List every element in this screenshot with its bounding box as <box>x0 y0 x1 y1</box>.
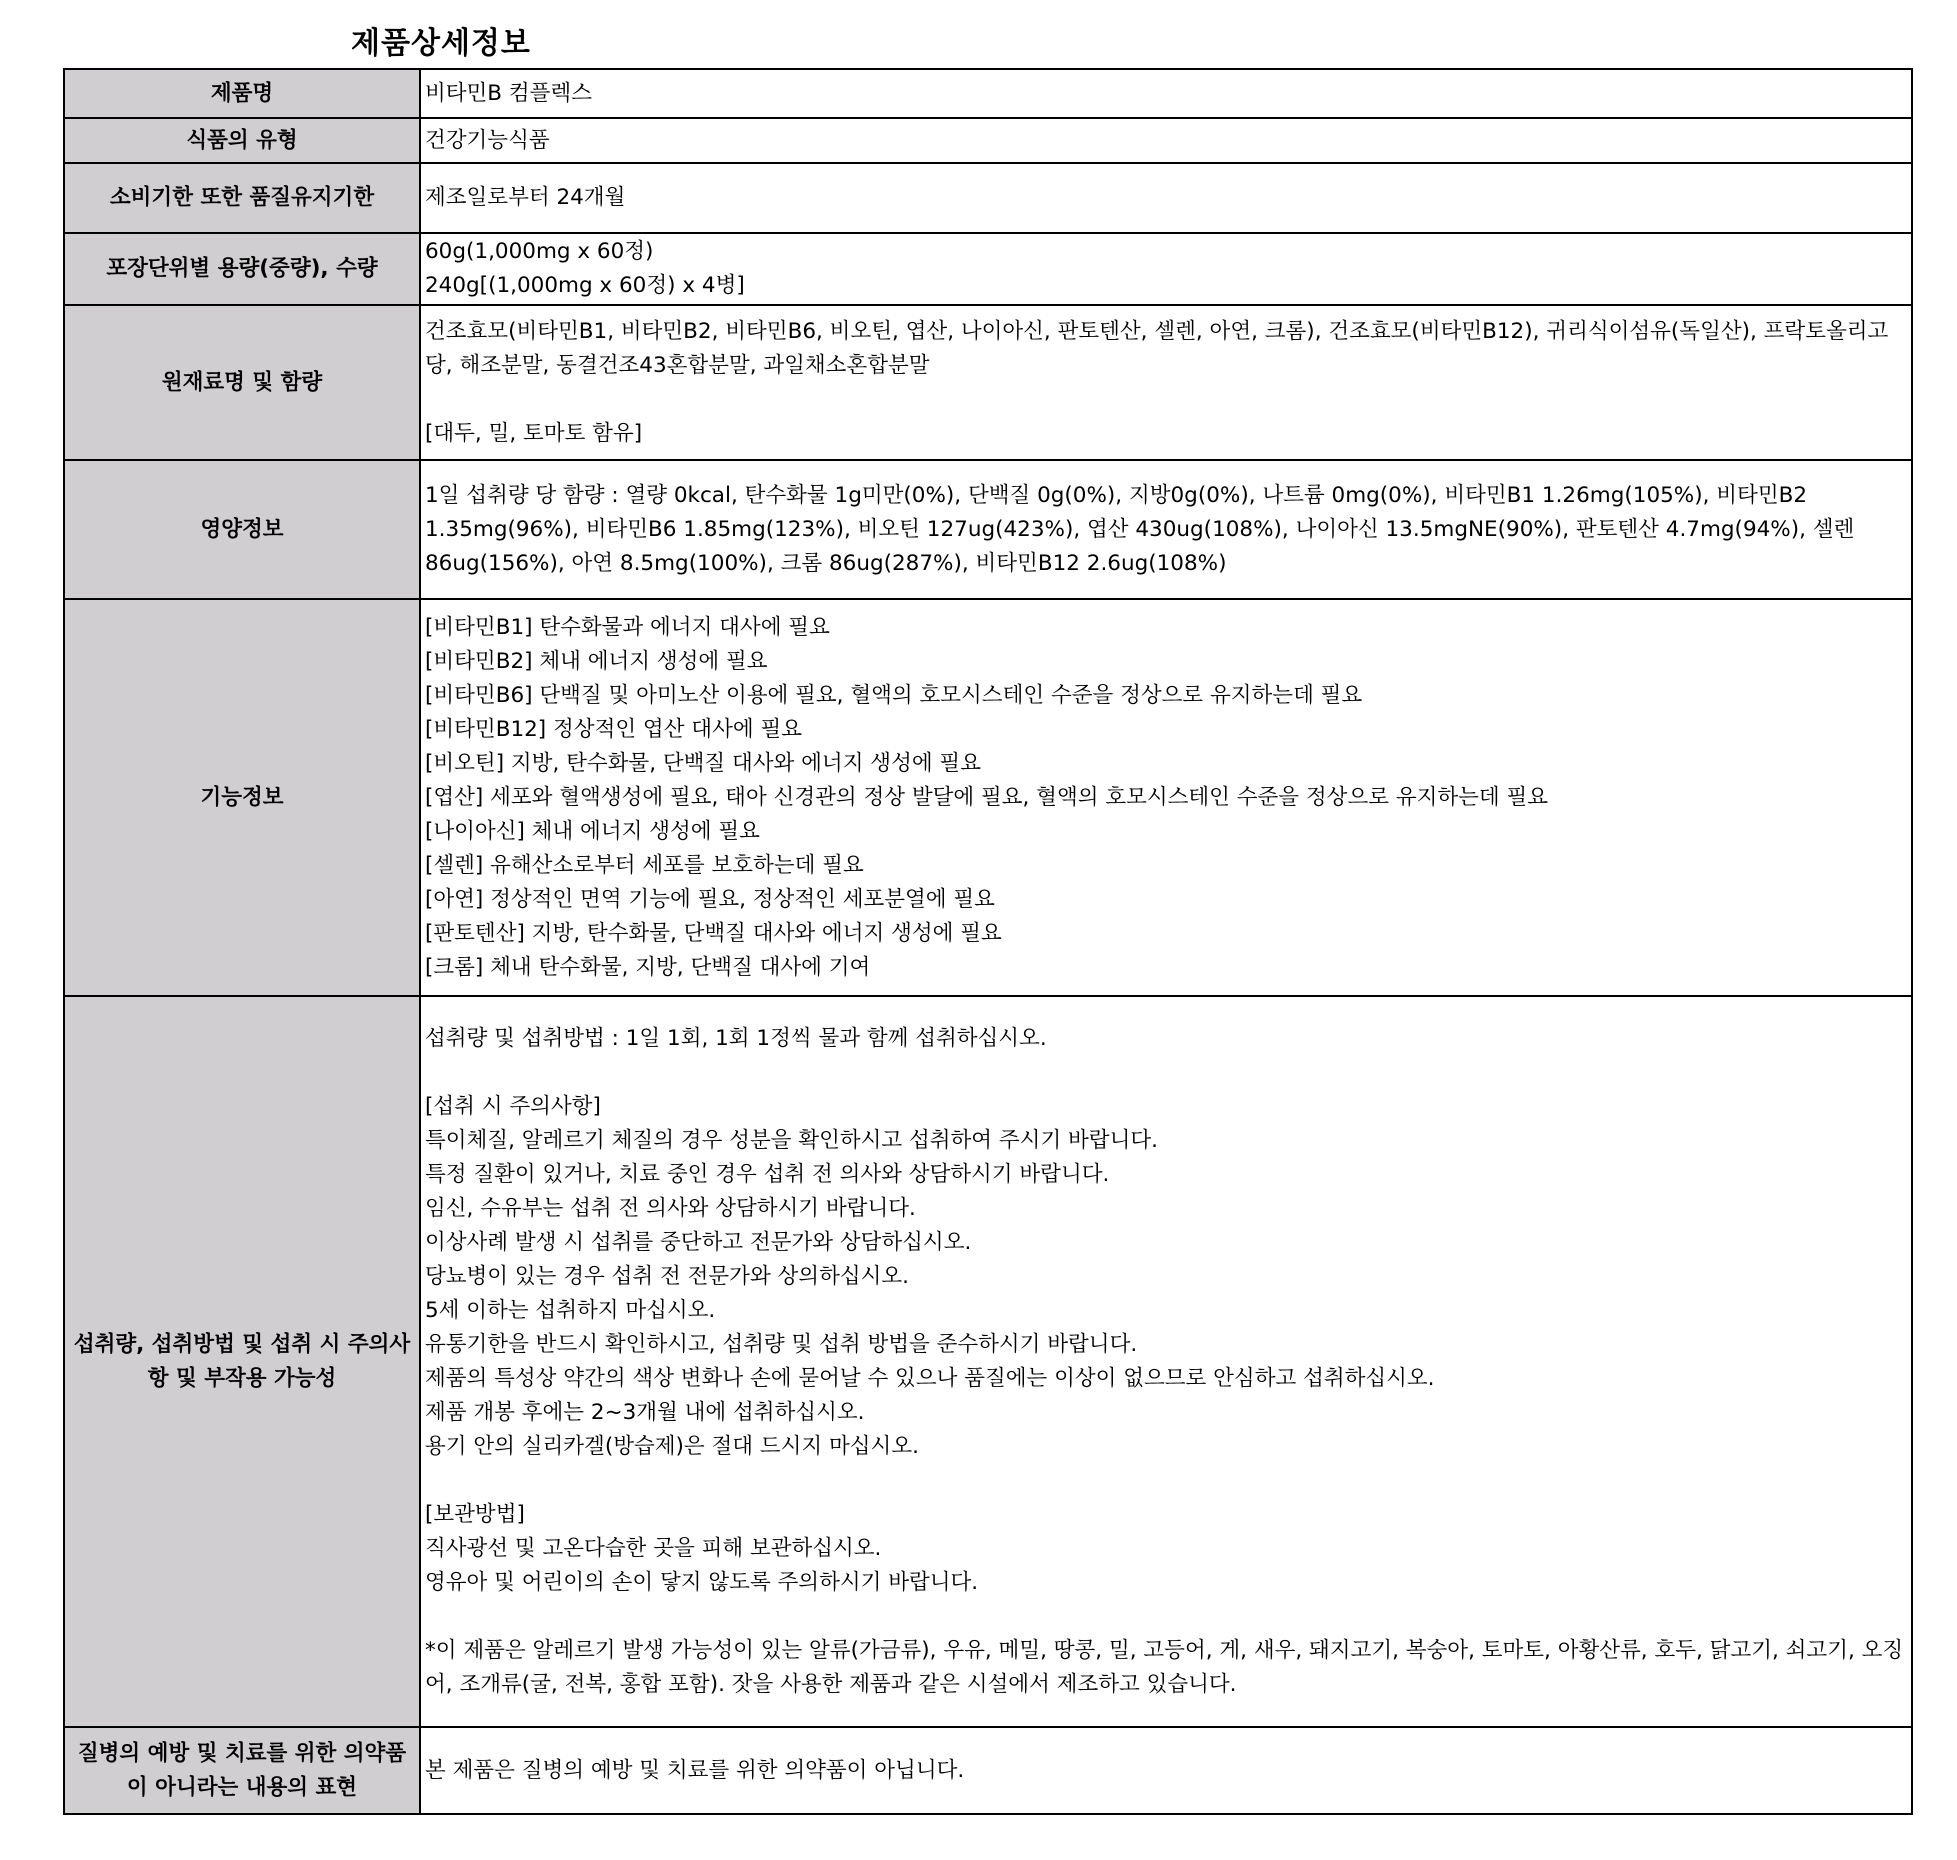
table-row <box>64 163 1912 233</box>
row-label-food-type: 식품의 유형 <box>64 118 420 163</box>
table-row <box>64 69 1912 118</box>
value-line: 특이체질, 알레르기 체질의 경우 성분을 확인하시고 섭취하여 주시기 바랍니다. <box>425 1127 1158 1153</box>
value-line: 본 제품은 질병의 예방 및 치료를 위한 의약품이 아닙니다. <box>425 1757 965 1783</box>
value-line: [비오틴] 지방, 탄수화물, 단백질 대사와 에너지 생성에 필요 <box>425 750 981 776</box>
value-line: 용기 안의 실리카겔(방습제)은 절대 드시지 마십시오. <box>425 1433 919 1459</box>
value-line: [보관방법] <box>425 1501 525 1527</box>
row-value-nutrition <box>420 460 1912 599</box>
row-label-ingredients: 원재료명 및 함량 <box>64 305 420 460</box>
row-label-nutrition: 영양정보 <box>64 460 420 599</box>
row-value-expiry <box>420 163 1912 233</box>
row-value-food-type <box>420 118 1912 163</box>
value-line: 영유아 및 어린이의 손이 닿지 않도록 주의하시기 바랍니다. <box>425 1569 979 1595</box>
value-line: [셀렌] 유해산소로부터 세포를 보호하는데 필요 <box>425 852 864 878</box>
value-line: [섭취 시 주의사항] <box>425 1093 601 1119</box>
row-value-function <box>420 599 1912 996</box>
value-line: 60g(1,000mg x 60정) <box>425 239 654 264</box>
value-line: 직사광선 및 고온다습한 곳을 피해 보관하십시오. <box>425 1535 882 1561</box>
value-line: 임신, 수유부는 섭취 전 의사와 상담하시기 바랍니다. <box>425 1195 916 1221</box>
value-line: [비타민B12] 정상적인 엽산 대사에 필요 <box>425 716 802 742</box>
blank-line <box>425 1056 1907 1090</box>
row-value-package-quantity <box>420 233 1912 305</box>
value-line: 제품 개봉 후에는 2~3개월 내에 섭취하십시오. <box>425 1399 865 1425</box>
row-label-product-name: 제품명 <box>64 69 420 118</box>
row-value-not-medicine <box>420 1727 1912 1814</box>
value-line: 건강기능식품 <box>425 127 550 153</box>
value-line: [나이아신] 체내 에너지 생성에 필요 <box>425 818 760 844</box>
page-title: 제품상세정보 <box>351 26 531 61</box>
row-label-package-quantity: 포장단위별 용량(중량), 수량 <box>64 233 420 305</box>
value-line: 특정 질환이 있거나, 치료 중인 경우 섭취 전 의사와 상담하시기 바랍니다. <box>425 1161 1110 1187</box>
row-label-function: 기능정보 <box>64 599 420 996</box>
value-line: 당뇨병이 있는 경우 섭취 전 전문가와 상의하십시오. <box>425 1263 909 1289</box>
table-row <box>64 996 1912 1727</box>
value-line: [엽산] 세포와 혈액생성에 필요, 태아 신경관의 정상 발달에 필요, 혈액의 호모시스테인 수준을 정상으로 유지하는데 필요 <box>425 784 1549 810</box>
value-line: [비타민B2] 체내 에너지 생성에 필요 <box>425 648 768 674</box>
blank-line <box>425 1600 1907 1634</box>
blank-line <box>425 383 1907 417</box>
value-line: 1일 섭취량 당 함량 : 열량 0kcal, 탄수화물 1g미만(0%), 단백질 0g(0%), 지방0g(0%), 나트륨 0mg(0%), 비타민B1 1.26mg(105%), 비타민B2 1.35mg(96%), 비타민B6 1.85mg(123%), 비오틴 127ug(423%), 엽산 430ug(108%), 나이아신 13.5mgNE(90%), 판토텐산 4.7mg(94%), 셀렌 86ug(156%), 아연 8.5mg(100%), 크롬 86ug(287%), 비타민B12 2.6ug(108%) <box>425 482 1855 576</box>
row-value-product-name <box>420 69 1912 118</box>
value-line: [아연] 정상적인 면역 기능에 필요, 정상적인 세포분열에 필요 <box>425 886 995 912</box>
value-line: 이상사례 발생 시 섭취를 중단하고 전문가와 상담하십시오. <box>425 1229 972 1255</box>
value-line: [비타민B1] 탄수화물과 에너지 대사에 필요 <box>425 614 830 640</box>
value-line: [대두, 밀, 토마토 함유] <box>425 420 643 446</box>
table-row <box>64 460 1912 599</box>
value-line: [크롬] 체내 탄수화물, 지방, 단백질 대사에 기여 <box>425 954 871 980</box>
row-label-intake-caution: 섭취량, 섭취방법 및 섭취 시 주의사항 및 부작용 가능성 <box>64 996 420 1727</box>
table-row <box>64 118 1912 163</box>
product-info-table <box>63 68 1913 1815</box>
value-line: 섭취량 및 섭취방법 : 1일 1회, 1회 1정씩 물과 함께 섭취하십시오. <box>425 1025 1047 1051</box>
value-line: 건조효모(비타민B1, 비타민B2, 비타민B6, 비오틴, 엽산, 나이아신, 판토텐산, 셀렌, 아연, 크롬), 건조효모(비타민B12), 귀리식이섬유(독일산), 프락토올리고당, 해조분말, 동결건조43혼합분말, 과일채소혼합분말 <box>425 318 1889 378</box>
table-row <box>64 305 1912 460</box>
value-line: 유통기한을 반드시 확인하시고, 섭취량 및 섭취 방법을 준수하시기 바랍니다. <box>425 1331 1138 1357</box>
table-row <box>64 233 1912 305</box>
value-line: 5세 이하는 섭취하지 마십시오. <box>425 1297 716 1323</box>
value-line: 제품의 특성상 약간의 색상 변화나 손에 묻어날 수 있으나 품질에는 이상이 없으므로 안심하고 섭취하십시오. <box>425 1365 1435 1391</box>
blank-line <box>425 1464 1907 1498</box>
table-row <box>64 1727 1912 1814</box>
value-line: [판토텐산] 지방, 탄수화물, 단백질 대사와 에너지 생성에 필요 <box>425 920 1002 946</box>
row-value-ingredients <box>420 305 1912 460</box>
value-line: [비타민B6] 단백질 및 아미노산 이용에 필요, 혈액의 호모시스테인 수준을 정상으로 유지하는데 필요 <box>425 682 1363 708</box>
row-label-not-medicine: 질병의 예방 및 치료를 위한 의약품이 아니라는 내용의 표현 <box>64 1727 420 1814</box>
row-value-intake-caution <box>420 996 1912 1727</box>
value-line: 제조일로부터 24개월 <box>425 185 626 210</box>
table-row <box>64 599 1912 996</box>
value-line: *이 제품은 알레르기 발생 가능성이 있는 알류(가금류), 우유, 메밀, 땅콩, 밀, 고등어, 게, 새우, 돼지고기, 복숭아, 토마토, 아황산류, 호두, 닭고기, 쇠고기, 오징어, 조개류(굴, 전복, 홍합 포함). 잣을 사용한 제품과 같은 시설에서 제조하고 있습니다. <box>425 1637 1904 1697</box>
value-line: 비타민B 컴플렉스 <box>425 80 592 106</box>
row-label-expiry: 소비기한 또한 품질유지기한 <box>64 163 420 233</box>
value-line: 240g[(1,000mg x 60정) x 4병] <box>425 273 745 298</box>
